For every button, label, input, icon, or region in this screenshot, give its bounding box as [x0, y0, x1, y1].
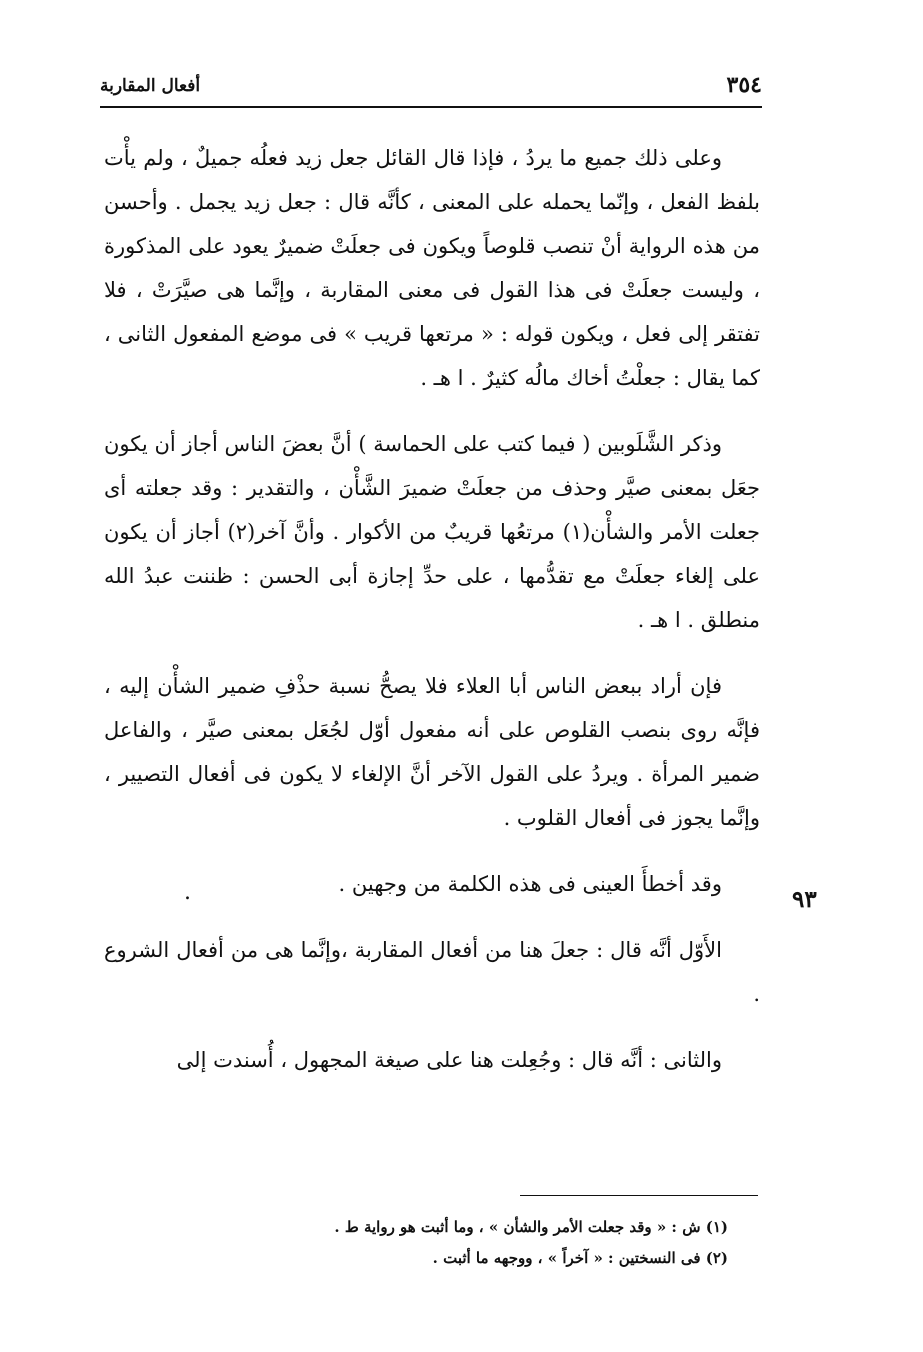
footnote: (١) ش : « وقد جعلت الأمر والشأن » ، وما أثبت هو رواية ط .: [334, 1218, 728, 1236]
page-number: ٣٥٤: [726, 72, 762, 98]
footnote: (٢) فى النسختين : « آخراً » ، ووجهه ما أثبت .: [432, 1249, 728, 1267]
stray-dot: .: [184, 880, 191, 905]
running-title: أفعال المقاربة: [100, 76, 201, 96]
body-text: [104, 136, 760, 1104]
margin-number: ٩٣: [792, 886, 817, 913]
paragraph: الأَوّل أنَّه قال : جعلَ هنا من أفعال المقاربة ،وإنَّما هى من أفعال الشروع .: [104, 938, 760, 1006]
footnotes: [104, 1212, 728, 1274]
paragraph: وذكر الشَّلَوبين ( فيما كتب على الحماسة ) أنَّ بعضَ الناس أجاز أن يكون جعَل بمعنى صيَّر وحذف من جعلَتْ ضميرَ الشَّأْن ، والتقدير : وقد جعلته أى جعلت الأمر والشأْن(١) مرتعُها قريبٌ من الأكوار . وأنَّ آخر(٢) أجاز أن يكون على إلغاء جعلَتْ مع تقدُّمها ، على حدِّ إجازة أبى الحسن : ظننت عبدُ الله منطلق . ا هـ .: [104, 432, 761, 632]
footnote-divider: [520, 1195, 758, 1196]
page-header: [100, 70, 762, 108]
paragraph: وعلى ذلك جميع ما يردُ ، فإذا قال القائل جعل زيد فعلُه جميلٌ ، ولم يأْت بلفظ الفعل ، وإنّما يحمله على المعنى ، كأنَّه قال : جعل زيد يجمل . وأحسن من هذه الرواية أنْ تنصب قلوصاً ويكون فى جعلَتْ ضميرٌ يعود على المذكورة ، وليست جعلَتْ فى هذا القول فى معنى المقاربة ، وإنَّما هى صيَّرَتْ ، فلا تفتقر إلى فعل ، ويكون قوله : « مرتعها قريب » فى موضع المفعول الثانى ، كما يقال : جعلْتُ أخاك مالُه كثيرٌ . ا هـ .: [104, 146, 760, 390]
paragraph: فإن أراد ببعض الناس أبا العلاء فلا يصحُّ نسبة حذْفِ ضمير الشأْن إليه ، فإنَّه روى بنصب القلوص على أنه مفعول أوّل لجُعَل بمعنى صيَّر ، والفاعل ضمير المرأة . ويردُ على القول الآخر أنَّ الإلغاء لا يكون فى أفعال التصيير ، وإنَّما يجوز فى أفعال القلوب .: [104, 674, 760, 830]
paragraph: والثانى : أنَّه قال : وجُعِلت هنا على صيغة المجهول ، أُسندت إلى: [176, 1048, 722, 1072]
paragraph: وقد أخطأَ العينى فى هذه الكلمة من وجهين .: [338, 872, 722, 896]
